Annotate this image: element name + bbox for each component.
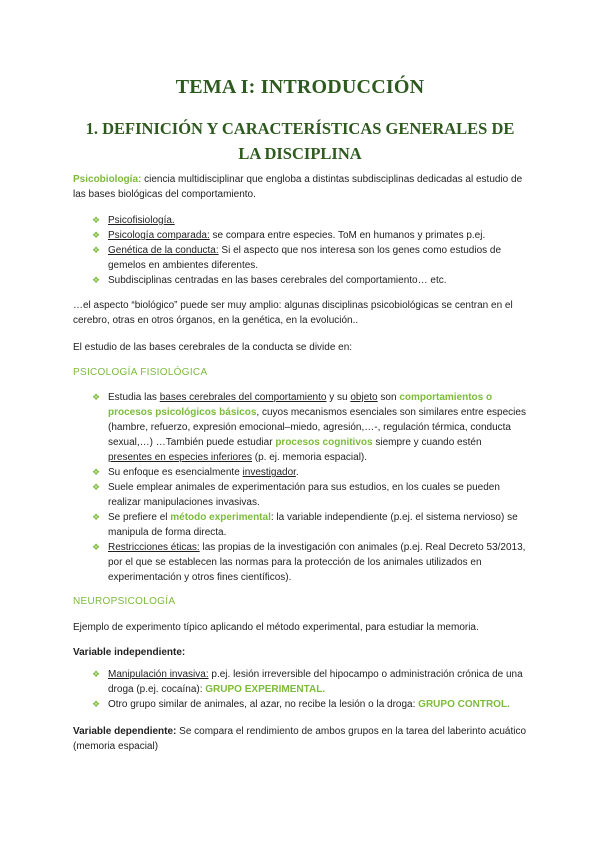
note-paragraph: …el aspecto “biológico” puede ser muy amplio: algunas disciplinas psicobiológicas se centran en el cerebro, otras en otros órganos, en la genética, en la evolución.. — [73, 300, 513, 326]
heading-psicologia-fisiologica: PSICOLOGÍA FISIOLÓGICA — [73, 367, 208, 378]
diamond-bullet-icon: ❖ — [92, 542, 101, 552]
intro-paragraph — [73, 172, 533, 202]
diamond-bullet-icon: ❖ — [92, 467, 101, 477]
diamond-bullet-icon: ❖ — [92, 669, 101, 679]
list-item: ❖ Se prefiere el método experimental: la variable independiente (p.ej. el sistema nervioso) se manipula de forma directa. — [92, 512, 518, 538]
psicobiologia-term: Psicobiología: — [73, 174, 142, 185]
bases-intro: El estudio de las bases cerebrales de la conducta se divide en: — [73, 342, 353, 353]
example-paragraph: Ejemplo de experimento típico aplicando el método experimental, para estudiar la memoria. — [73, 622, 479, 633]
diamond-bullet-icon: ❖ — [92, 245, 101, 255]
intro-text: ciencia multidisciplinar que engloba a distintas subdisciplinas dedicadas al estudio de las bases biológicas del comportamiento. — [73, 174, 523, 200]
variable-dependiente-label: Variable dependiente: — [73, 726, 177, 737]
section-title: 1. DEFINICIÓN Y CARACTERÍSTICAS GENERALES DE LA DISCIPLINA — [85, 119, 515, 163]
list-item: ❖ Psicofisiología. — [92, 215, 175, 226]
variable-dependiente-paragraph: Variable dependiente: Se compara el rendimiento de ambos grupos en la tarea del laberinto acuático (memoria espacial) — [73, 726, 527, 752]
diamond-bullet-icon: ❖ — [92, 275, 101, 285]
document-title: TEMA I: INTRODUCCIÓN — [175, 76, 425, 98]
list-item: ❖ Genética de la conducta: Si el aspecto que nos interesa son los genes como estudios de gemelos en ambientes diferentes. — [92, 245, 502, 271]
subdisciplines-list — [92, 213, 527, 288]
diamond-bullet-icon: ❖ — [92, 215, 101, 225]
diamond-bullet-icon: ❖ — [92, 699, 101, 709]
list-item: ❖ Otro grupo similar de animales, al azar, no recibe la lesión o la droga: GRUPO CONTROL. — [92, 699, 510, 710]
diamond-bullet-icon: ❖ — [92, 392, 101, 402]
variable-independiente-label: Variable independiente: — [73, 647, 186, 658]
list-item: ❖ Estudia las bases cerebrales del comportamiento y su objeto son comportamientos o procesos psicológicos básicos, cuyos mecanismos esenciales son similares entre especies (hambre, refuerzo, expresión emocional–miedo, agresión,…-, regulación térmica, conducta sexual,…) …También puede estudiar procesos cognitivos siempre y cuando estén presentes en especies inferiores (p. ej. memoria espacial). — [92, 392, 526, 463]
diamond-bullet-icon: ❖ — [92, 512, 101, 522]
diamond-bullet-icon: ❖ — [92, 230, 101, 240]
heading-neuropsicologia: NEUROPSICOLOGÍA — [73, 596, 176, 607]
variable-independiente-list — [92, 667, 527, 712]
list-item: ❖ Suele emplear animales de experimentación para sus estudios, en los cuales se pueden realizar manipulaciones invasivas. — [92, 482, 500, 508]
list-item: ❖ Su enfoque es esencialmente investigador. — [92, 467, 299, 478]
diamond-bullet-icon: ❖ — [92, 482, 101, 492]
list-item: ❖ Subdisciplinas centradas en las bases cerebrales del comportamiento… etc. — [92, 275, 447, 286]
psicologia-fisiologica-list — [92, 390, 527, 585]
list-item: ❖ Psicología comparada: se compara entre especies. ToM en humanos y primates p.ej. — [92, 230, 486, 241]
list-item: ❖ Manipulación invasiva: p.ej. lesión irreversible del hipocampo o administración crónica de una droga (p.ej. cocaína): GRUPO EXPERIMENTAL. — [92, 669, 523, 695]
list-item: ❖ Restricciones éticas: las propias de la investigación con animales (p.ej. Real Decreto 53/2013, por el que se establecen las normas para la protección de los animales utilizados en experimentación y otros fines científicos). — [92, 542, 526, 583]
